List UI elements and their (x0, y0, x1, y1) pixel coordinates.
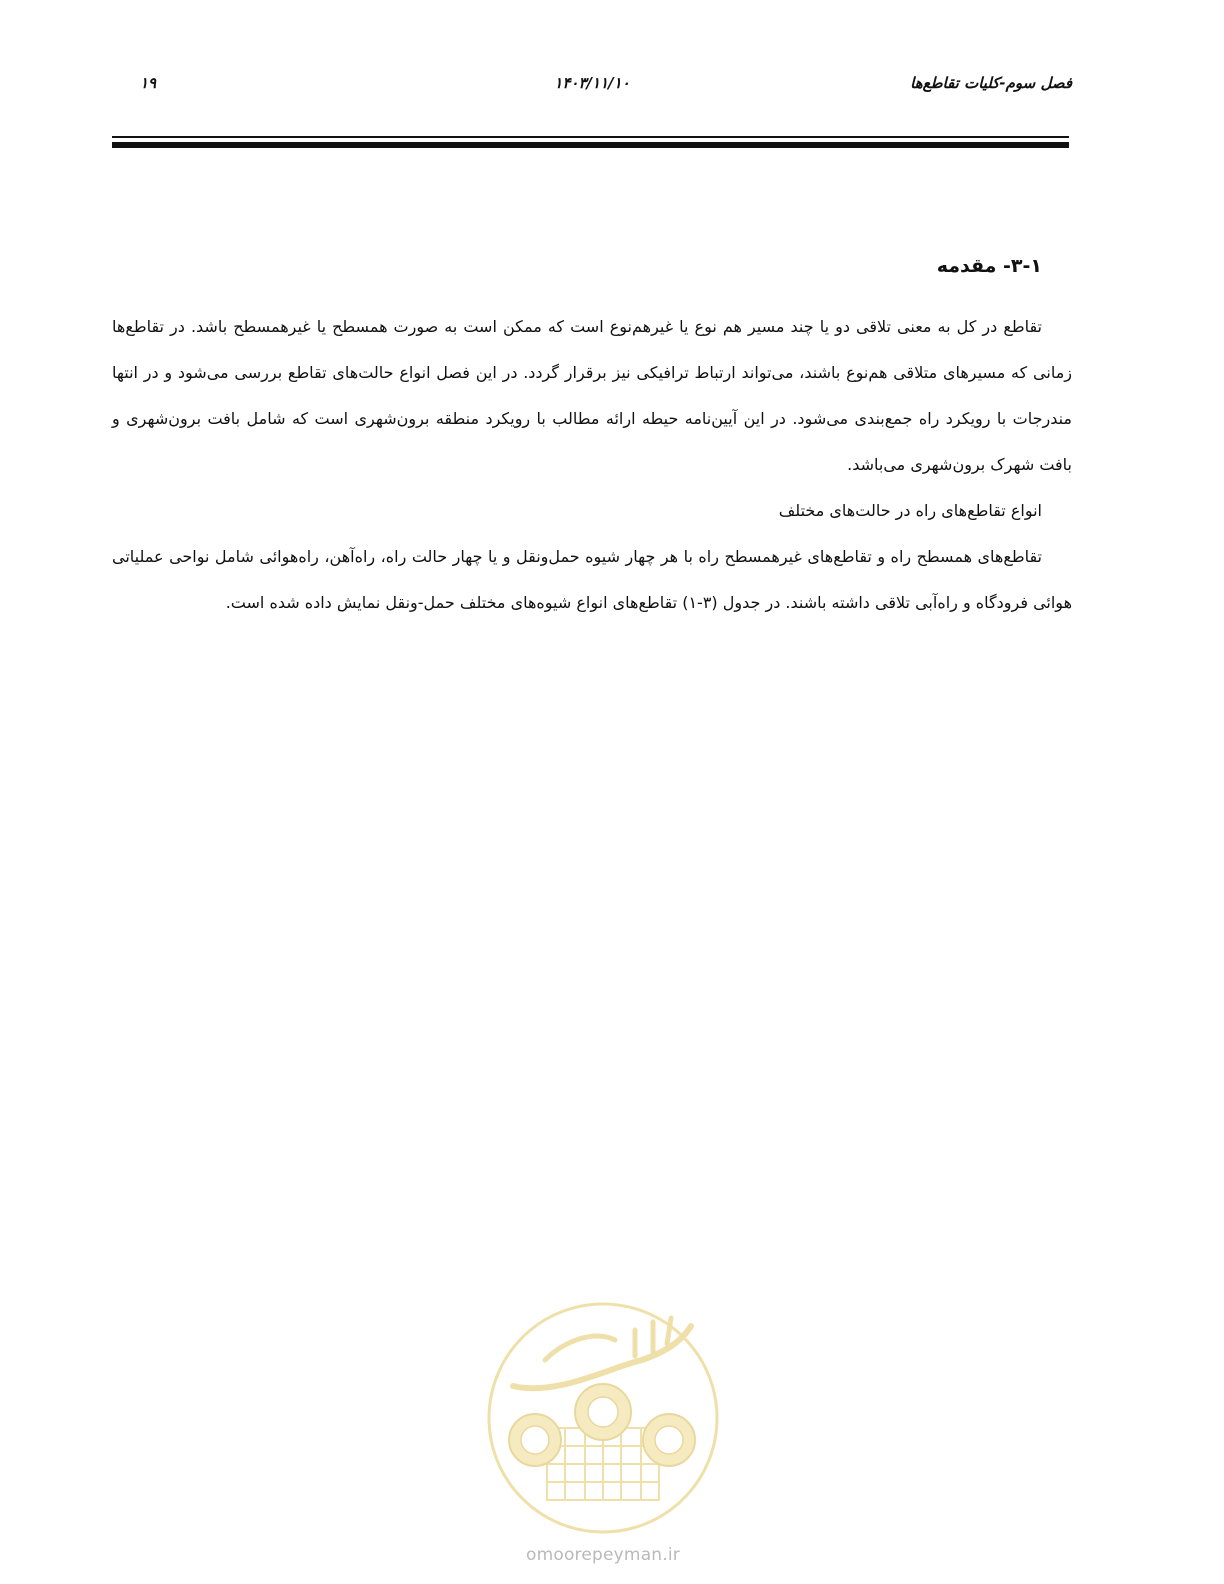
header-rule-thick (112, 142, 1069, 148)
watermark-logo (485, 1300, 721, 1536)
chapter-title: فصل سوم-کلیات تقاطع‌ها (910, 74, 1072, 92)
page-number: ۱۹ (140, 74, 157, 92)
intersections-paragraph: تقاطع‌های همسطح راه و تقاطع‌های غیرهمسطح راه با هر چهار شیوه حمل‌ونقل و یا چهار حالت راه، راه‌آهن، راه‌هوائی شامل نواحی عملیاتی هوائی فرودگاه و راه‌آبی تلاقی داشته باشند. در جدول (۳-۱) تقاطع‌های انواع شیوه‌های مختلف حمل-ونقل نمایش داده شده است. (112, 547, 1072, 612)
watermark-url: omoorepeyman.ir (525, 1545, 681, 1565)
intro-paragraph: تقاطع در کل به معنی تلاقی دو یا چند مسیر هم نوع یا غیرهم‌نوع است که ممکن است به صورت همسطح یا غیرهمسطح باشد. در تقاطع‌ها زمانی که مسیرهای متلاقی هم‌نوع باشند، می‌تواند ارتباط ترافیکی نیز برقرار گردد. در این فصل انواع حالت‌های تقاطع بررسی می‌شود و در انتها مندرجات با رویکرد راه جمع‌بندی می‌شود. در این آیین‌نامه حیطه ارائه مطالب با رویکرد منطقه برون‌شهری است که شامل بافت برون‌شهری و بافت شهرک برون‌شهری می‌باشد. (112, 317, 1072, 474)
header-rule-thin (112, 136, 1069, 138)
page-header (112, 70, 1072, 106)
subheading-line: انواع تقاطع‌های راه در حالت‌های مختلف (778, 501, 1042, 520)
document-body (112, 248, 1072, 626)
watermark-seal-icon (485, 1300, 721, 1536)
header-date: ۱۴۰۳/۱۱/۱۰ (554, 74, 630, 92)
section-heading: ۳-۱- مقدمه (936, 255, 1042, 277)
